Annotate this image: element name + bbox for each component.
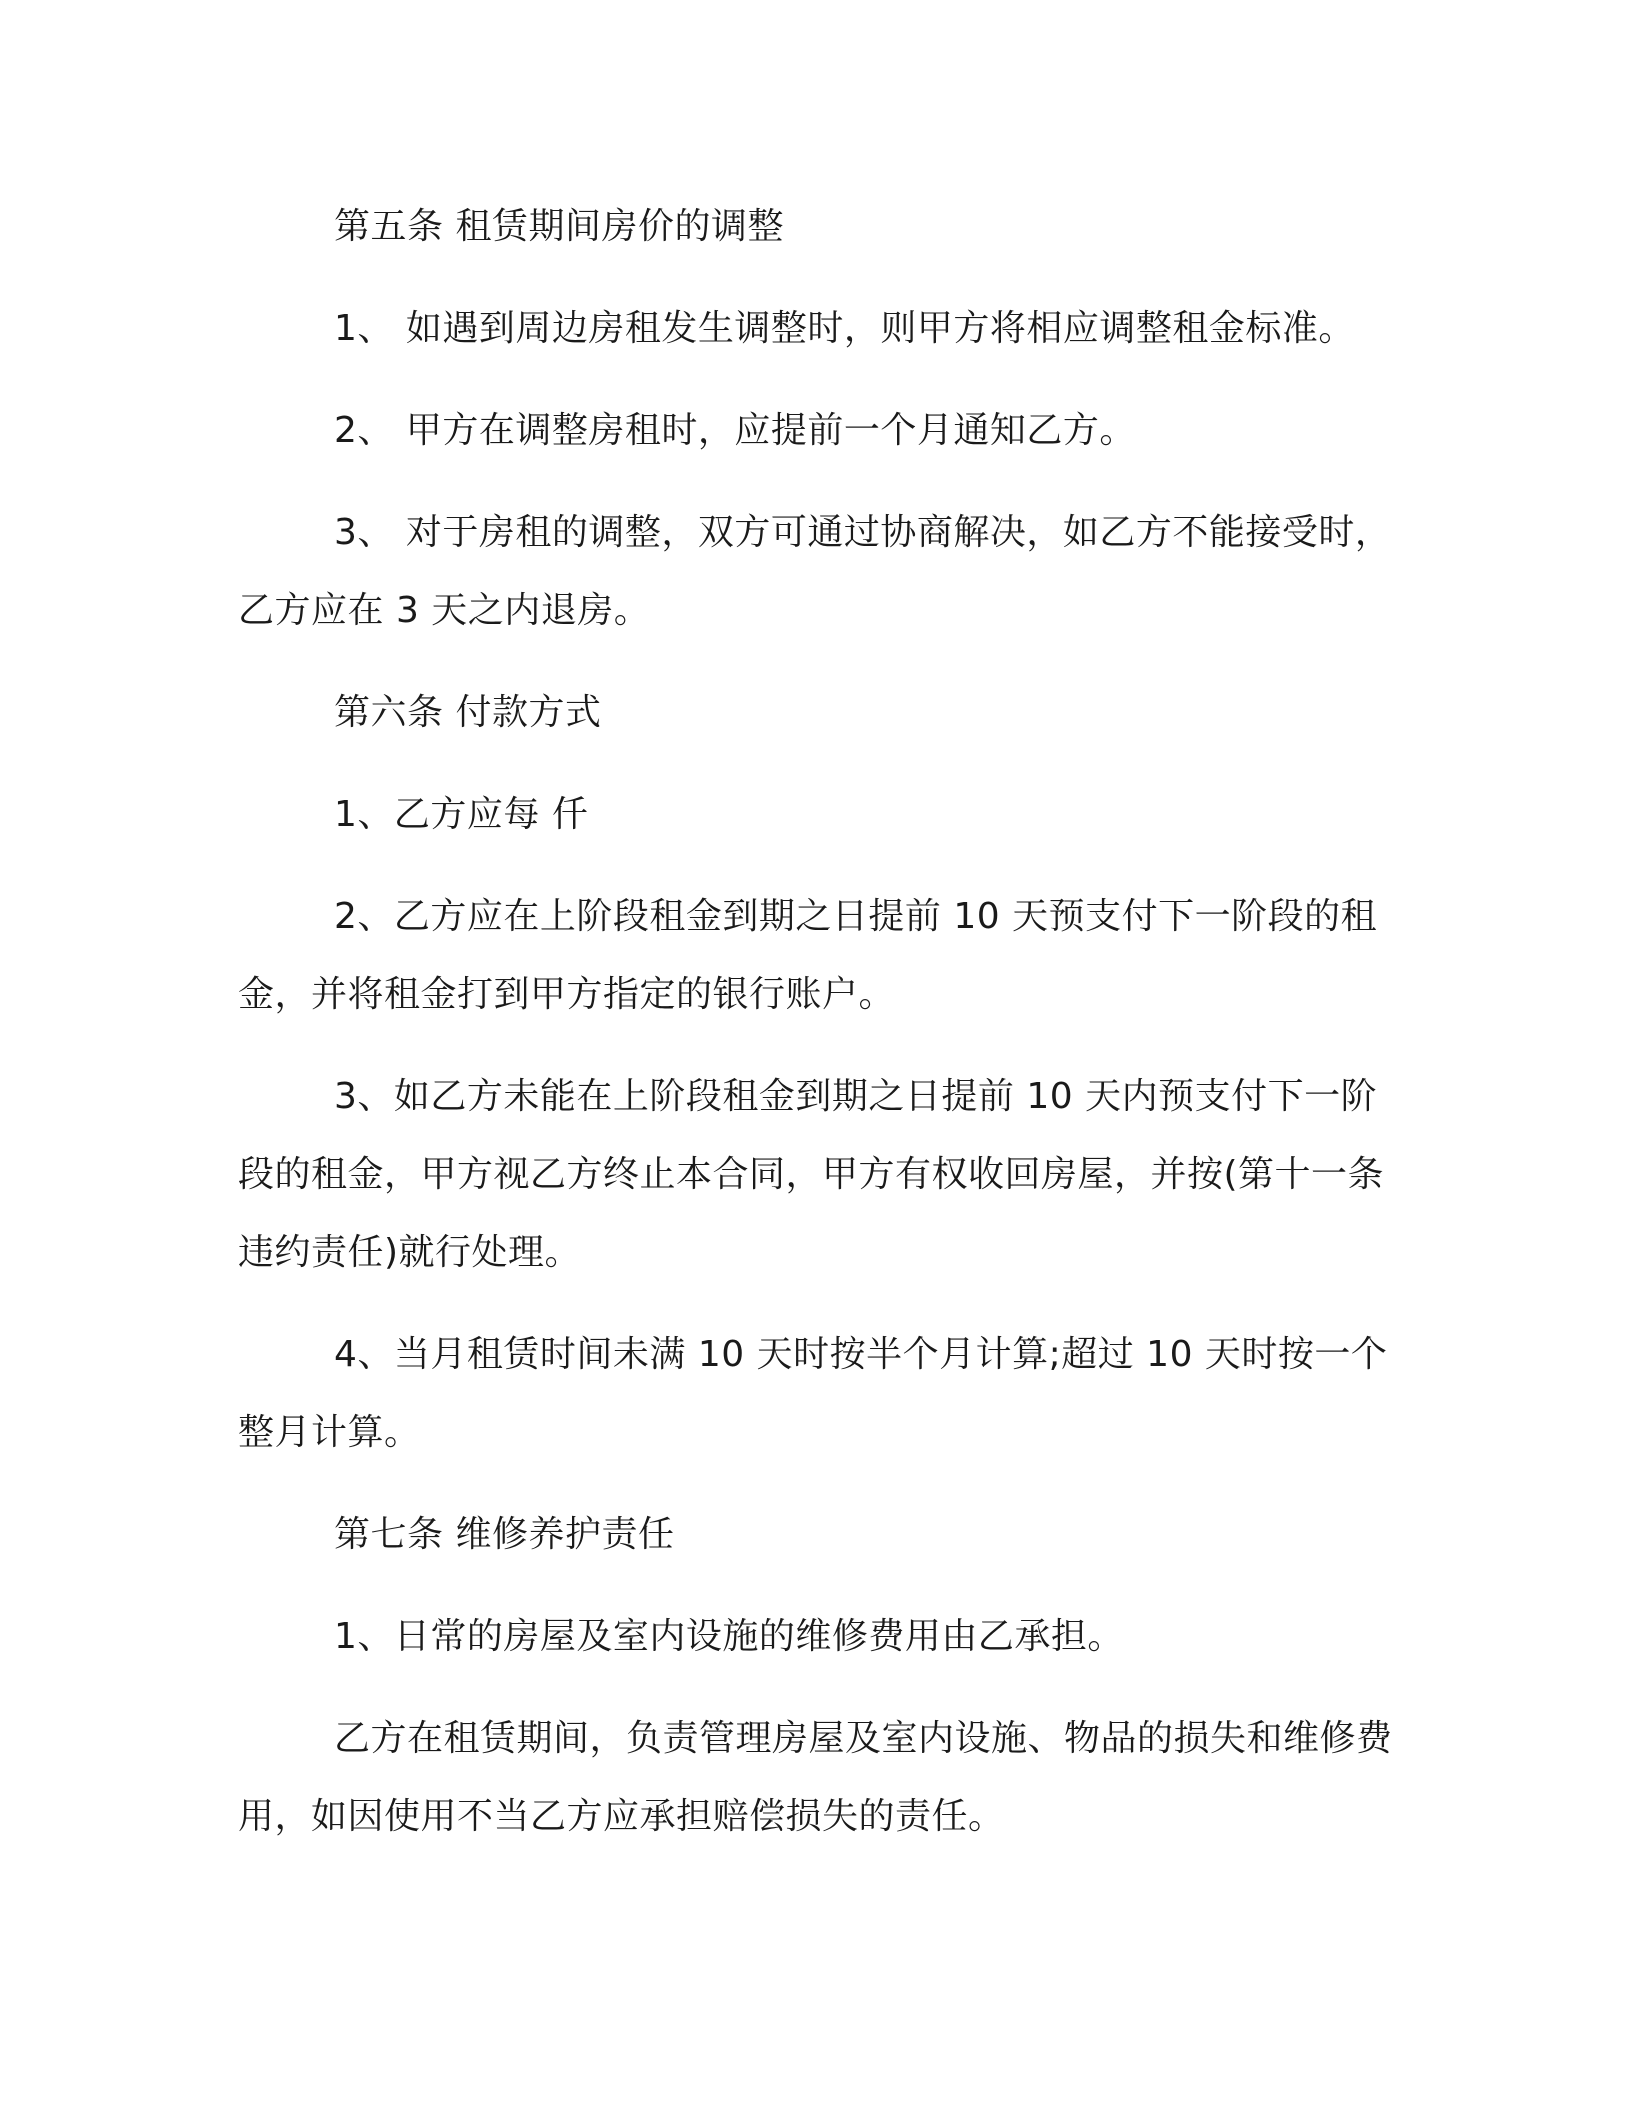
document-body bbox=[238, 188, 1398, 1880]
article-6-clause-2: 2、乙方应在上阶段租金到期之日提前 10 天预支付下一阶段的租金，并将租金打到甲方指定的银行账户。 bbox=[238, 896, 1378, 1015]
article-5-heading: 第五条 租赁期间房价的调整 bbox=[334, 206, 784, 247]
article-6-clause-1: 1、乙方应每 仟 bbox=[334, 794, 589, 835]
article-5-clause-2: 2、 甲方在调整房租时，应提前一个月通知乙方。 bbox=[334, 410, 1136, 451]
article-7-paragraph: 乙方在租赁期间，负责管理房屋及室内设施、物品的损失和维修费用，如因使用不当乙方应承担赔偿损失的责任。 bbox=[238, 1718, 1393, 1837]
article-5-clause-1: 1、 如遇到周边房租发生调整时，则甲方将相应调整租金标准。 bbox=[334, 308, 1355, 349]
article-7-heading: 第七条 维修养护责任 bbox=[334, 1514, 675, 1555]
article-6-heading: 第六条 付款方式 bbox=[334, 692, 602, 733]
article-7-clause-1: 1、日常的房屋及室内设施的维修费用由乙承担。 bbox=[334, 1616, 1124, 1657]
article-5-clause-3: 3、 对于房租的调整，双方可通过协商解决，如乙方不能接受时，乙方应在 3 天之内退房。 bbox=[238, 512, 1392, 631]
article-6-clause-3: 3、如乙方未能在上阶段租金到期之日提前 10 天内预支付下一阶段的租金，甲方视乙方终止本合同，甲方有权收回房屋，并按(第十一条 违约责任)就行处理。 bbox=[238, 1076, 1385, 1273]
article-6-clause-4: 4、当月租赁时间未满 10 天时按半个月计算;超过 10 天时按一个整月计算。 bbox=[238, 1334, 1388, 1453]
